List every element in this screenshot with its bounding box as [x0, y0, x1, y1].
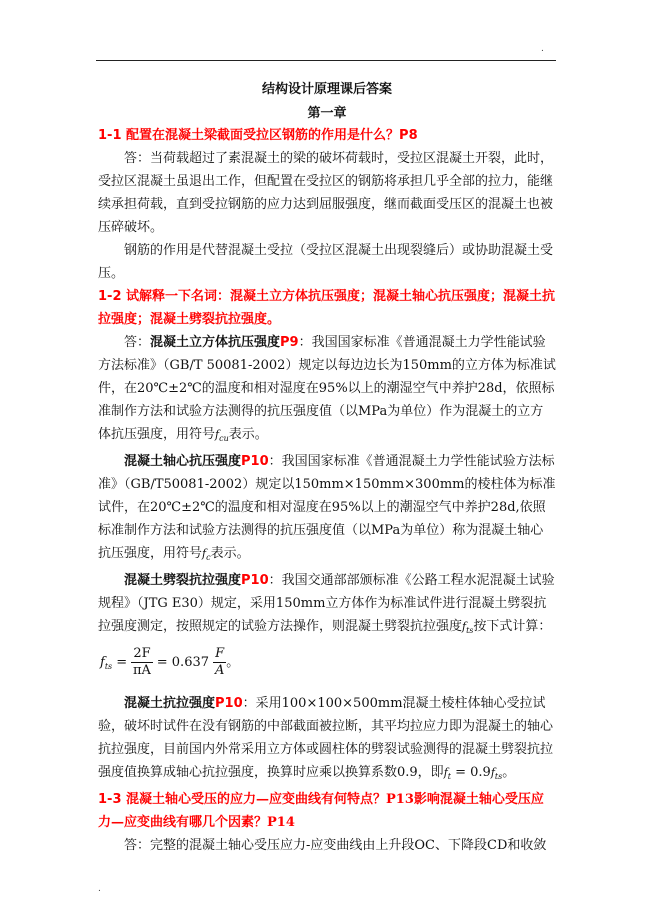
- formula-lhs-subscript: ts: [104, 662, 113, 671]
- document-body: [98, 78, 556, 857]
- answer-paragraph: 答：完整的混凝土轴心受压应力-应变曲线由上升段OC、下降段CD和收敛: [124, 838, 547, 853]
- formula-coefficient: = 0.637: [156, 655, 210, 670]
- symbol-subscript: ts: [466, 626, 474, 635]
- question-page-ref: P8: [399, 128, 418, 143]
- formula-rhs-subscript: ts: [494, 772, 503, 781]
- formula-end: 。: [226, 655, 240, 670]
- formula-fraction-1: [131, 646, 152, 679]
- fraction-numerator: 2F: [133, 646, 151, 661]
- footer-mark: .: [98, 884, 101, 894]
- header-mark: .: [541, 44, 544, 54]
- question-number: 1-2: [98, 289, 122, 304]
- answer-prefix: 答：: [124, 335, 151, 350]
- symbol: f: [215, 428, 220, 441]
- chapter-heading: 第一章: [307, 106, 347, 121]
- question-text: 混凝土轴心受压的应力—应变曲线有何特点？P13影响混凝土轴心受压应力—应变曲线有哪几个因素？P14: [98, 792, 544, 830]
- term-axial-strength: 混凝土轴心抗压强度: [124, 454, 242, 469]
- formula-rhs: f: [490, 766, 495, 779]
- page-ref: P9: [280, 335, 299, 350]
- symbol-subscript: c: [206, 553, 211, 562]
- header-rule: [96, 60, 556, 61]
- fraction-numerator: F: [215, 646, 225, 661]
- question-1-3: [98, 788, 556, 834]
- definition-split-strength: [98, 569, 556, 642]
- question-text: 试解释一下名词：混凝土立方体抗压强度；混凝土轴心抗压强度；混凝土抗拉强度；混凝土劈裂抗拉强度。: [98, 289, 556, 327]
- symbol-subscript: cu: [219, 434, 229, 443]
- definition-tail: 表示。: [228, 427, 268, 442]
- definition-text: ：采用100×100×500mm混凝土棱柱体轴心受拉试验，破坏时试件在没有钢筋的中部截面被拉断，其平均拉应力即为混凝土的轴心抗拉强度，目前国内外常采用立方体或圆柱体的劈裂试验测得的混凝土劈裂抗拉强度值换算成轴心抗拉强度，换算时应乘以换算系数0.9，即: [98, 696, 554, 780]
- split-strength-formula: [100, 646, 556, 684]
- formula-equals: =: [116, 655, 128, 670]
- symbol: f: [462, 620, 467, 633]
- definition-text: ：我国交通部部颁标准《公路工程水泥混凝土试验规程》（JTG E30）规定，采用150mm立方体作为标准试件进行混凝土劈裂抗拉强度测定，按照规定的试验方法操作，则混凝土劈裂抗拉强度: [98, 573, 555, 634]
- term-cube-strength: 混凝土立方体抗压强度: [150, 335, 281, 350]
- formula-lhs-subscript: t: [447, 772, 451, 781]
- formula-fraction-2: [213, 646, 226, 679]
- answer-paragraph: 答：当荷载超过了素混凝土的梁的破坏荷载时，受拉区混凝土开裂，此时，受拉区混凝土虽退出工作，但配置在受拉区的钢筋将承担几乎全部的拉力，能继续承担荷载，直到受拉钢筋的应力达到屈服强度，继而截面受压区的混凝土也被压碎破坏。: [98, 151, 554, 235]
- term-split-strength: 混凝土劈裂抗拉强度: [124, 573, 242, 588]
- formula-lhs: f: [100, 655, 105, 670]
- definition-cube-strength: [98, 331, 556, 450]
- formula-coefficient: = 0.9: [450, 765, 491, 780]
- page-ref: P10: [241, 454, 269, 469]
- question-number: 1-1: [98, 128, 122, 143]
- fraction-denominator: A: [214, 663, 225, 678]
- question-number: 1-3: [98, 792, 122, 807]
- question-1-2: [98, 285, 556, 331]
- page-ref: P10: [215, 696, 243, 711]
- definition-text: ：我国国家标准《普通混凝土力学性能试验方法标准》（GB/T50081-2002）规定以150mm×150mm×300mm的棱柱体为标准试件，在20℃±2℃的温度和相对湿度在95%以上的潮湿空气中养护28d,依照标准制作方法和试验方法测得的抗压强度值（以MPa为单位）称为混凝土轴心抗压强度，用符号: [98, 454, 556, 561]
- definition-tensile-strength: [98, 692, 556, 788]
- page-ref: P10: [241, 573, 269, 588]
- definition-tail: 。: [502, 765, 516, 780]
- definition-text: ：我国国家标准《普通混凝土力学性能试验方法标准》（GB/T 50081-2002）规定以每边边长为150mm的立方体为标准试件，在20℃±2℃的温度和相对湿度在95%以上的潮湿空气中养护28d，依照标准制作方法和试验方法测得的抗压强度值（以MPa为单位）作为混凝土的立方体抗压强度，用符号: [98, 335, 556, 442]
- document-title: 结构设计原理课后答案: [261, 82, 392, 97]
- term-tensile-strength: 混凝土抗拉强度: [124, 696, 216, 711]
- question-1-1: [98, 124, 556, 147]
- fraction-denominator: πA: [133, 663, 151, 678]
- question-text: 配置在混凝土梁截面受拉区钢筋的作用是什么？: [126, 128, 400, 143]
- formula-lhs: f: [443, 766, 448, 779]
- definition-tail: 按下式计算：: [473, 619, 552, 634]
- answer-paragraph: 钢筋的作用是代替混凝土受拉（受拉区混凝土出现裂缝后）或协助混凝土受压。: [98, 243, 554, 281]
- definition-axial-strength: [98, 450, 556, 569]
- definition-tail: 表示。: [210, 546, 250, 561]
- symbol: f: [202, 547, 207, 560]
